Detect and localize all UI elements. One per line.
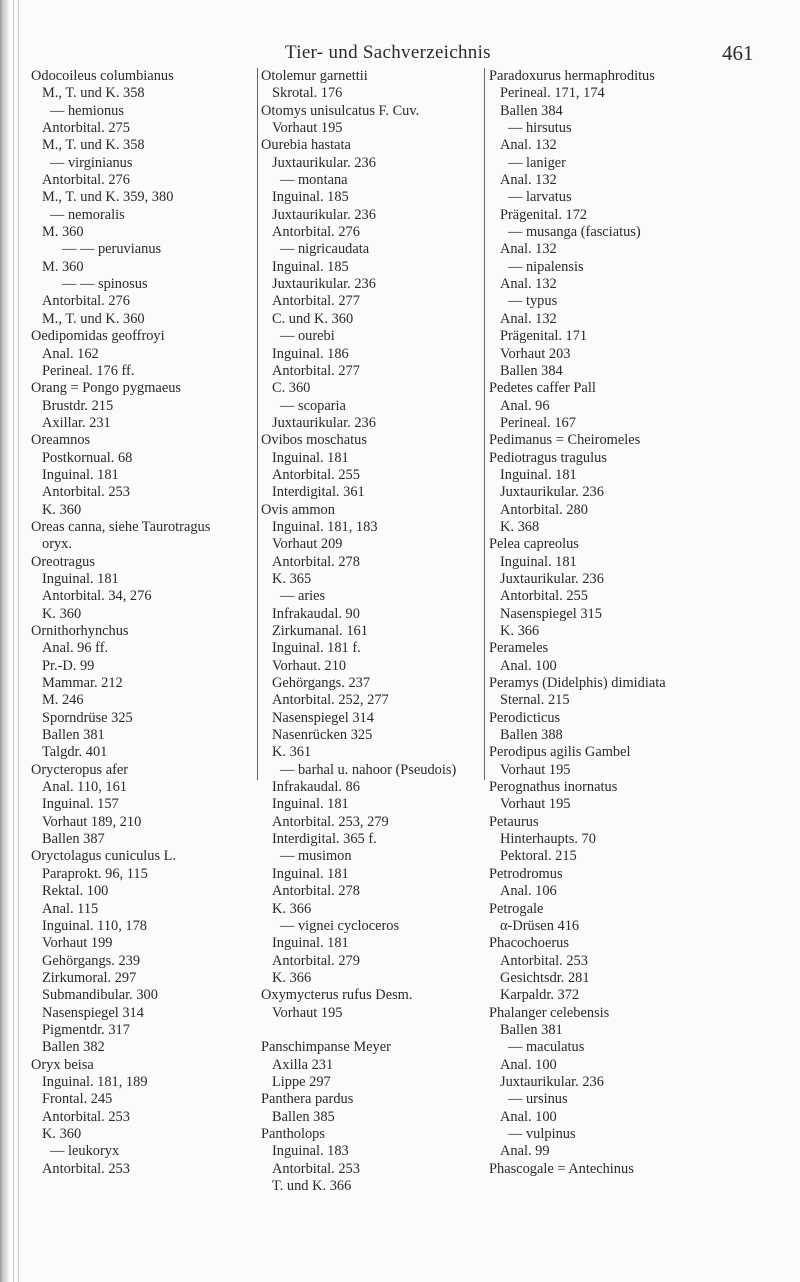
index-entry: M. 360 — [42, 258, 84, 275]
index-entry: Ballen 387 — [42, 831, 105, 848]
index-entry: Juxtaurikular. 236 — [500, 484, 604, 501]
index-entry: Paraprokt. 96, 115 — [42, 865, 148, 882]
index-entry: Nasenspiegel 314 — [272, 709, 374, 726]
index-entry-heading: Pedetes caffer Pall — [489, 380, 596, 397]
index-entry: Zirkumoral. 297 — [42, 969, 137, 986]
index-entry: Perineal. 167 — [500, 414, 576, 431]
index-entry: Antorbital. 34, 276 — [42, 588, 152, 605]
index-entry-heading: Oxymycterus rufus Desm. — [261, 987, 413, 1004]
index-entry: Interdigital. 361 — [272, 484, 365, 501]
index-entry-heading: Orang = Pongo pygmaeus — [31, 380, 182, 397]
index-entry: Skrotal. 176 — [272, 85, 343, 102]
index-entry: Vorhaut 195 — [500, 796, 571, 813]
index-entry: Anal. 162 — [42, 345, 99, 362]
index-entry: Sporndrüse 325 — [42, 709, 133, 726]
index-entry: Zirkumanal. 161 — [272, 623, 368, 639]
index-entry: Lippe 297 — [272, 1073, 331, 1090]
index-entry: Inguinal. 181 — [42, 466, 119, 483]
page-number: 461 — [722, 41, 754, 65]
index-entry: — laniger — [508, 154, 566, 171]
index-entry: Anal. 132 — [500, 310, 557, 327]
index-entry: T. und K. 366 — [272, 1178, 352, 1194]
index-entry: Antorbital. 277 — [272, 362, 360, 379]
index-entry: Axilla 231 — [272, 1056, 334, 1073]
index-entry: Antorbital. 253 — [42, 1108, 130, 1125]
index-entry-heading: Oedipomidas geoffroyi — [31, 328, 165, 345]
index-entry: — leukoryx — [50, 1143, 120, 1160]
index-entry: Antorbital. 253, 279 — [272, 813, 389, 830]
index-entry: C. und K. 360 — [272, 310, 354, 327]
index-entry: Antorbital. 255 — [500, 588, 588, 605]
index-entry: Antorbital. 280 — [500, 501, 588, 518]
index-entry-heading: Perameles — [489, 640, 549, 657]
index-entry-heading: Peramys (Didelphis) dimidiata — [489, 675, 666, 692]
index-entry: Juxtaurikular. 236 — [272, 206, 376, 223]
index-entry: Antorbital. 253 — [42, 1160, 130, 1177]
index-entry: — larvatus — [508, 189, 572, 206]
index-entry: — — peruvianus — [62, 241, 162, 258]
index-entry-heading: Ovis ammon — [261, 501, 335, 518]
index-entry-heading: Otomys unisulcatus F. Cuv. — [261, 102, 420, 119]
index-entry: — nemoralis — [50, 206, 125, 223]
index-entry: K. 360 — [42, 501, 82, 518]
blank-line — [261, 1022, 456, 1039]
index-entry: M., T. und K. 358 — [42, 137, 145, 154]
index-entry: K. 366 — [272, 969, 312, 986]
index-entry: K. 360 — [42, 605, 82, 622]
index-entry: Antorbital. 276 — [42, 172, 130, 189]
index-entry: — ourebi — [280, 328, 335, 345]
index-entry: — nigricaudata — [280, 241, 370, 258]
index-entry: Inguinal. 181 — [42, 570, 119, 587]
index-entry: Anal. 132 — [500, 172, 557, 189]
index-entry: Axillar. 231 — [42, 414, 111, 431]
index-entry: K. 366 — [500, 623, 540, 639]
index-entry: — vulpinus — [508, 1125, 576, 1142]
index-entry: K. 360 — [42, 1125, 82, 1142]
index-entry: — ursinus — [508, 1091, 568, 1108]
index-entry: Juxtaurikular. 236 — [272, 276, 376, 293]
index-entry-heading: Petrogale — [489, 900, 544, 917]
index-entry: Postkornual. 68 — [42, 449, 133, 466]
index-entry-heading: Paradoxurus hermaphroditus — [489, 68, 655, 84]
index-entry: Vorhaut 195 — [272, 1004, 343, 1021]
binding-line — [18, 0, 19, 1282]
index-entry: Inguinal. 157 — [42, 796, 119, 813]
index-entry-heading: Orycteropus afer — [31, 761, 129, 778]
index-entry-heading: Oreamnos — [31, 432, 91, 449]
index-entry: Inguinal. 181 — [272, 796, 349, 813]
index-entry: Karpaldr. 372 — [500, 987, 580, 1004]
index-entry: — scoparia — [280, 397, 346, 414]
column-rule — [484, 68, 485, 780]
index-entry: Inguinal. 110, 178 — [42, 917, 147, 934]
index-entry-heading: Ovibos moschatus — [261, 432, 367, 449]
column-rule — [257, 68, 258, 780]
index-entry: Vorhaut 203 — [500, 345, 571, 362]
index-entry: Gesichtsdr. 281 — [500, 969, 590, 986]
index-entry: Prägenital. 172 — [500, 206, 588, 223]
index-entry: Nasenrücken 325 — [272, 727, 373, 744]
index-entry: Antorbital. 255 — [272, 466, 360, 483]
index-entry: M., T. und K. 358 — [42, 85, 145, 102]
index-entry: Hinterhaupts. 70 — [500, 831, 596, 848]
index-entry: Perineal. 176 ff. — [42, 362, 135, 379]
index-entry: Antorbital. 252, 277 — [272, 692, 389, 709]
index-entry: Inguinal. 181 f. — [272, 640, 361, 657]
index-entry: Rektal. 100 — [42, 883, 109, 900]
index-entry: Antorbital. 277 — [272, 293, 360, 310]
index-entry: Infrakaudal. 90 — [272, 605, 360, 622]
index-entry: Antorbital. 253 — [500, 952, 588, 969]
index-entry-heading: Petaurus — [489, 813, 539, 830]
index-entry: Ballen 384 — [500, 102, 563, 119]
index-entry: Nasenspiegel 315 — [500, 605, 602, 622]
index-entry: C. 360 — [272, 380, 311, 397]
index-entry-heading: Oreotragus — [31, 553, 95, 570]
index-entry: Anal. 100 — [500, 1108, 557, 1125]
index-entry: Antorbital. 275 — [42, 120, 130, 137]
index-entry: Anal. 96 ff. — [42, 640, 109, 657]
index-entry: — musanga (fasciatus) — [508, 224, 641, 241]
index-entry-heading: Perodicticus — [489, 709, 561, 726]
index-entry: Juxtaurikular. 236 — [272, 154, 376, 171]
index-entry: — typus — [508, 293, 558, 310]
index-entry: Anal. 100 — [500, 1056, 557, 1073]
index-entry-heading: Oryx beisa — [31, 1056, 94, 1073]
index-entry: Inguinal. 185 — [272, 189, 349, 206]
index-entry: Infrakaudal. 86 — [272, 779, 360, 796]
index-entry-heading: Pelea capreolus — [489, 536, 579, 553]
index-entry: Nasenspiegel 314 — [42, 1004, 144, 1021]
index-entry: Antorbital. 279 — [272, 952, 360, 969]
index-entry: M., T. und K. 359, 380 — [42, 189, 174, 206]
index-entry: Inguinal. 181 — [272, 449, 349, 466]
index-entry-heading: Pantholops — [261, 1125, 325, 1142]
index-entry: M. 246 — [42, 692, 84, 709]
index-entry: Gehörgangs. 237 — [272, 675, 371, 692]
index-entry: Juxtaurikular. 236 — [500, 1073, 604, 1090]
index-entry: Anal. 132 — [500, 276, 557, 293]
index-entry: Anal. 100 — [500, 657, 557, 674]
index-entry: — montana — [280, 172, 348, 189]
index-entry: Vorhaut 195 — [272, 120, 343, 137]
index-entry-heading: Perognathus inornatus — [489, 779, 618, 796]
index-entry: Ballen 388 — [500, 727, 563, 744]
index-entry: Antorbital. 276 — [42, 293, 130, 310]
index-entry-heading: Oreas canna, siehe Taurotragus — [31, 518, 211, 535]
index-entry: Vorhaut. 210 — [272, 657, 347, 674]
index-entry: Anal. 115 — [42, 900, 99, 917]
index-entry: — musimon — [280, 848, 352, 865]
index-entry: Antorbital. 278 — [272, 553, 360, 570]
index-entry: Anal. 99 — [500, 1143, 550, 1160]
index-entry: Anal. 106 — [500, 883, 557, 900]
index-entry: Anal. 96 — [500, 397, 550, 414]
index-entry: Vorhaut 189, 210 — [42, 813, 142, 830]
index-entry: K. 365 — [272, 570, 312, 587]
index-entry: — nipalensis — [508, 258, 584, 275]
index-entry: Ballen 384 — [500, 362, 563, 379]
index-entry: Vorhaut 195 — [500, 761, 571, 778]
index-entry: Inguinal. 181, 189 — [42, 1073, 148, 1090]
index-entry: — vignei cycloceros — [280, 917, 400, 934]
index-entry: Perineal. 171, 174 — [500, 85, 605, 102]
index-entry: Frontal. 245 — [42, 1091, 113, 1108]
index-column-1 — [31, 68, 210, 1178]
index-entry: Anal. 132 — [500, 241, 557, 258]
index-entry: Inguinal. 181, 183 — [272, 518, 378, 535]
index-entry-heading: Panschimpanse Meyer — [261, 1039, 391, 1056]
index-entry: Inguinal. 181 — [500, 553, 577, 570]
index-entry: Ballen 382 — [42, 1039, 105, 1056]
index-entry: Antorbital. 276 — [272, 224, 360, 241]
index-entry: Anal. 132 — [500, 137, 557, 154]
index-entry-heading: Phascogale = Antechinus — [489, 1160, 634, 1177]
index-entry-heading: Petrodromus — [489, 865, 563, 882]
book-binding-edge — [0, 0, 9, 1282]
index-entry: Brustdr. 215 — [42, 397, 114, 414]
index-entry: Vorhaut 199 — [42, 935, 113, 952]
index-entry: Inguinal. 186 — [272, 345, 349, 362]
index-entry: Vorhaut 209 — [272, 536, 343, 553]
index-entry: Talgdr. 401 — [42, 744, 108, 761]
index-entry-heading: Odocoileus columbianus — [31, 68, 174, 84]
index-entry: — maculatus — [508, 1039, 585, 1056]
index-entry: M., T. und K. 360 — [42, 310, 145, 327]
index-entry: Inguinal. 181 — [272, 935, 349, 952]
index-entry: Ballen 385 — [272, 1108, 335, 1125]
index-entry-heading: Perodipus agilis Gambel — [489, 744, 631, 761]
index-entry: Inguinal. 181 — [272, 865, 349, 882]
index-entry: oryx. — [42, 536, 72, 553]
index-entry-heading: Pediotragus tragulus — [489, 449, 607, 466]
index-entry: Pektoral. 215 — [500, 848, 577, 865]
index-entry: Inguinal. 185 — [272, 258, 349, 275]
binding-line — [13, 0, 14, 1282]
index-entry: Antorbital. 253 — [42, 484, 130, 501]
index-entry: Juxtaurikular. 236 — [500, 570, 604, 587]
index-entry: M. 360 — [42, 224, 84, 241]
index-entry: K. 368 — [500, 518, 540, 535]
index-entry: Inguinal. 181 — [500, 466, 577, 483]
index-column-3 — [489, 68, 666, 1178]
index-entry: Anal. 110, 161 — [42, 779, 128, 796]
index-entry: Ballen 381 — [42, 727, 105, 744]
index-entry: α-Drüsen 416 — [500, 917, 580, 934]
index-entry-heading: Phalanger celebensis — [489, 1004, 610, 1021]
index-entry: K. 366 — [272, 900, 312, 917]
index-entry: Ballen 381 — [500, 1021, 563, 1038]
index-entry-heading: Oryctolagus cuniculus L. — [31, 848, 177, 865]
index-entry: Prägenital. 171 — [500, 328, 588, 345]
index-entry: Gehörgangs. 239 — [42, 952, 141, 969]
index-column-2 — [261, 68, 456, 1195]
running-title: Tier- und Sachverzeichnis — [285, 42, 491, 63]
index-entry: — virginianus — [50, 154, 133, 171]
index-entry-heading: Otolemur garnettii — [261, 68, 368, 84]
index-entry: Submandibular. 300 — [42, 987, 158, 1004]
index-entry: — hemionus — [50, 102, 124, 119]
index-entry: Pigmentdr. 317 — [42, 1021, 130, 1038]
index-entry: Mammar. 212 — [42, 675, 123, 692]
index-entry-heading: Ornithorhynchus — [31, 623, 129, 639]
index-entry: — hirsutus — [508, 120, 572, 137]
index-entry: Antorbital. 278 — [272, 883, 360, 900]
index-entry-heading: Ourebia hastata — [261, 137, 351, 154]
index-entry: — aries — [280, 588, 326, 605]
index-entry-heading: Phacochoerus — [489, 935, 569, 952]
index-entry-heading: Panthera pardus — [261, 1091, 354, 1108]
index-entry: — barhal u. nahoor (Pseudois) — [280, 761, 457, 778]
index-entry: Inguinal. 183 — [272, 1143, 349, 1160]
index-entry: Juxtaurikular. 236 — [272, 414, 376, 431]
index-entry: K. 361 — [272, 744, 312, 761]
index-entry: Antorbital. 253 — [272, 1160, 360, 1177]
index-entry: Sternal. 215 — [500, 692, 570, 709]
index-entry: Pr.-D. 99 — [42, 657, 95, 674]
index-entry: — — spinosus — [62, 276, 148, 293]
index-entry-heading: Pedimanus = Cheiromeles — [489, 432, 641, 449]
index-entry: Interdigital. 365 f. — [272, 831, 377, 848]
